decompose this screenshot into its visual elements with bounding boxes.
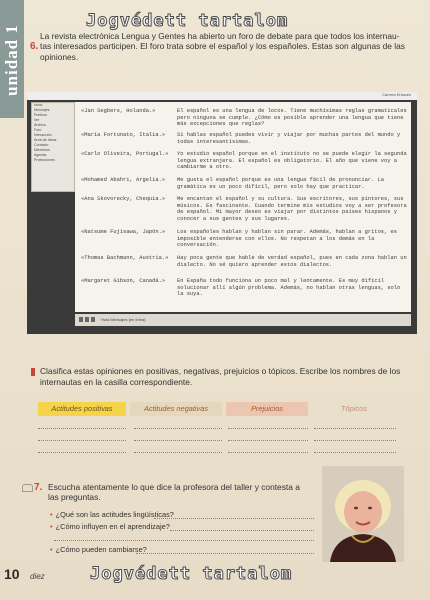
forum-nav-item[interactable]: Interacción: [34, 133, 52, 137]
status-icon: [79, 317, 83, 322]
watermark-top: Jogvédett tartalom: [86, 11, 289, 31]
answer-line[interactable]: [54, 540, 314, 541]
tag-positive-attitudes: Actitudes positivas: [38, 402, 126, 416]
forum-nav-item[interactable]: Área de Ideas: [34, 138, 57, 142]
answer-line[interactable]: [134, 428, 222, 429]
classify-instructions: Clasifica estas opiniones en positivas, negativas, prejuicios o tópicos. Escribe los nombres de los internautas en la casilla correspondiente.: [40, 366, 401, 387]
exercise-6-text-rest: tas interesados participen. El foro trata sobre el español y los españoles. Estas son algunas de las opiniones.: [40, 41, 405, 62]
tag-negative-attitudes: Actitudes negativas: [130, 402, 222, 416]
forum-screenshot: [27, 92, 417, 334]
answer-line[interactable]: [228, 440, 308, 441]
unit-side-label: unidad 1: [2, 24, 21, 96]
question-text: ¿Cómo influyen en el aprendizaje?: [55, 522, 170, 531]
exercise-6-number: 6.: [30, 41, 39, 52]
exercise-7-instructions: Escucha atentamente lo que dice la profesora del taller y contesta a las preguntas.: [48, 482, 300, 503]
forum-nav-item[interactable]: Foro: [34, 128, 42, 132]
bullet: •: [50, 545, 53, 554]
post-author: «Carlo Oliveira, Portugal.»: [81, 151, 169, 157]
answer-line[interactable]: [314, 452, 396, 453]
exercise-6-instructions: [40, 31, 412, 62]
task-marker: [31, 368, 35, 376]
unit-side-tab: [0, 0, 24, 118]
page-number-word: diez: [30, 572, 45, 581]
status-icon: [91, 317, 95, 322]
post-author: «Ana Skovorecky, Chequia.»: [81, 196, 166, 202]
audio-headphones-icon: [22, 484, 33, 492]
post-text: El español es una lengua de locos. Tiene muchísimas reglas gramaticales pero ninguna se cumple. ¿Cómo es posible aprender una lengua que tiene más excepciones que reglas?: [177, 108, 407, 127]
post-author: «Natsume Fujisawa, Japón.»: [81, 229, 166, 235]
forum-top-bar: [27, 92, 417, 100]
answer-line[interactable]: [314, 440, 396, 441]
forum-nav-item[interactable]: Agenda: [34, 153, 47, 157]
teacher-photo: [322, 466, 404, 562]
post-text: Yo estudio español porque en el instituto no se puede elegir la segunda lengua extranjera. El español es obligatorio. El año que viene voy a cambiarme a otro.: [177, 151, 407, 170]
post-author: «María Fortunato, Italia.»: [81, 132, 166, 138]
answer-line[interactable]: [136, 553, 314, 554]
tag-prejudices: Prejuicios: [226, 402, 308, 416]
forum-status-bar: [75, 314, 411, 326]
answer-line[interactable]: [38, 440, 126, 441]
tag-topics: Tópicos: [341, 404, 367, 413]
question-3: [50, 545, 147, 554]
status-icon: [85, 317, 89, 322]
question-text: ¿Qué son las actitudes lingüísticas?: [55, 510, 174, 519]
forum-nav-item[interactable]: Ver: [34, 118, 40, 122]
teacher-portrait-image: [322, 466, 404, 562]
forum-nav-item[interactable]: Publicar: [34, 113, 47, 117]
post-author: «Mohamed Abahri, Argelia.»: [81, 177, 166, 183]
question-2: [50, 522, 170, 531]
forum-nav-item[interactable]: Archivo: [34, 123, 46, 127]
answer-line[interactable]: [38, 428, 126, 429]
forum-top-right-text: Carrera Enlaces: [382, 92, 411, 97]
forum-nav-item[interactable]: Protecciones: [34, 158, 55, 162]
post-text: Me gusta el español porque es una lengua fácil de pronunciar. La gramática es un poco difícil, pero solo hay que practicar.: [177, 177, 385, 190]
watermark-bottom: Jogvédett tartalom: [90, 564, 293, 584]
page-number: 10: [4, 566, 20, 582]
answer-line[interactable]: [38, 452, 126, 453]
forum-nav-item[interactable]: Contacto: [34, 143, 49, 147]
answer-line[interactable]: [154, 518, 314, 519]
forum-nav-item[interactable]: Inicio: [34, 103, 43, 107]
exercise-7-number: 7.: [34, 482, 43, 493]
bullet: •: [50, 510, 53, 519]
post-text: En España todo funciona un poco mal y lentamente. Es muy difícil solucionar allí algún problema. Además, no hablan otras lenguas, solo la suya.: [177, 278, 401, 297]
post-author: «Margaret Gibson, Canadá.»: [81, 278, 166, 284]
answer-line[interactable]: [134, 452, 222, 453]
forum-nav-item[interactable]: Mensajes: [34, 108, 50, 112]
post-text: Hay poca gente que hable de verdad español, pues en cada zona hablan un dialecto. No sé quiero aprender estos dialectos.: [177, 255, 407, 268]
answer-line[interactable]: [314, 428, 396, 429]
post-text: Los españoles hablan y hablan sin parar. Además, hablan a gritos, es imposible entenderse con ellos. No respetan a los demás en la conversación.: [177, 229, 397, 248]
post-author: «Jan Segbers, Holanda.»: [81, 108, 156, 114]
forum-nav-item[interactable]: Miembros: [34, 148, 50, 152]
forum-nav-panel: [31, 102, 75, 192]
post-text: Me encantan el español y su cultura. Sus escritores, sus pintores, sus músicos. Es fascinante. Cuando termine mis estudios voy a ser profesora de español. Mi mayor deseo es viajar por distintos países hispanos y conocer a sus gentes y sus lugares.: [177, 196, 407, 222]
exercise-6-text-line1: La revista electrónica Lengua y Gentes ha abierto un foro de debate para que todos los internau-: [40, 31, 400, 41]
question-text: ¿Cómo pueden cambiarse?: [55, 545, 147, 554]
answer-line[interactable]: [134, 440, 222, 441]
bullet: •: [50, 522, 53, 531]
answer-line[interactable]: [228, 428, 308, 429]
post-text: Si hablas español puedes vivir y viajar por muchas partes del mundo y todas interesantísimas.: [177, 132, 401, 145]
forum-posts-area: [75, 102, 411, 312]
post-author: «Thomas Bachmann, Austria.»: [81, 255, 169, 261]
forum-status-text: Hola Mensajes (en línea): [101, 317, 146, 322]
answer-line[interactable]: [228, 452, 308, 453]
answer-line[interactable]: [170, 530, 314, 531]
